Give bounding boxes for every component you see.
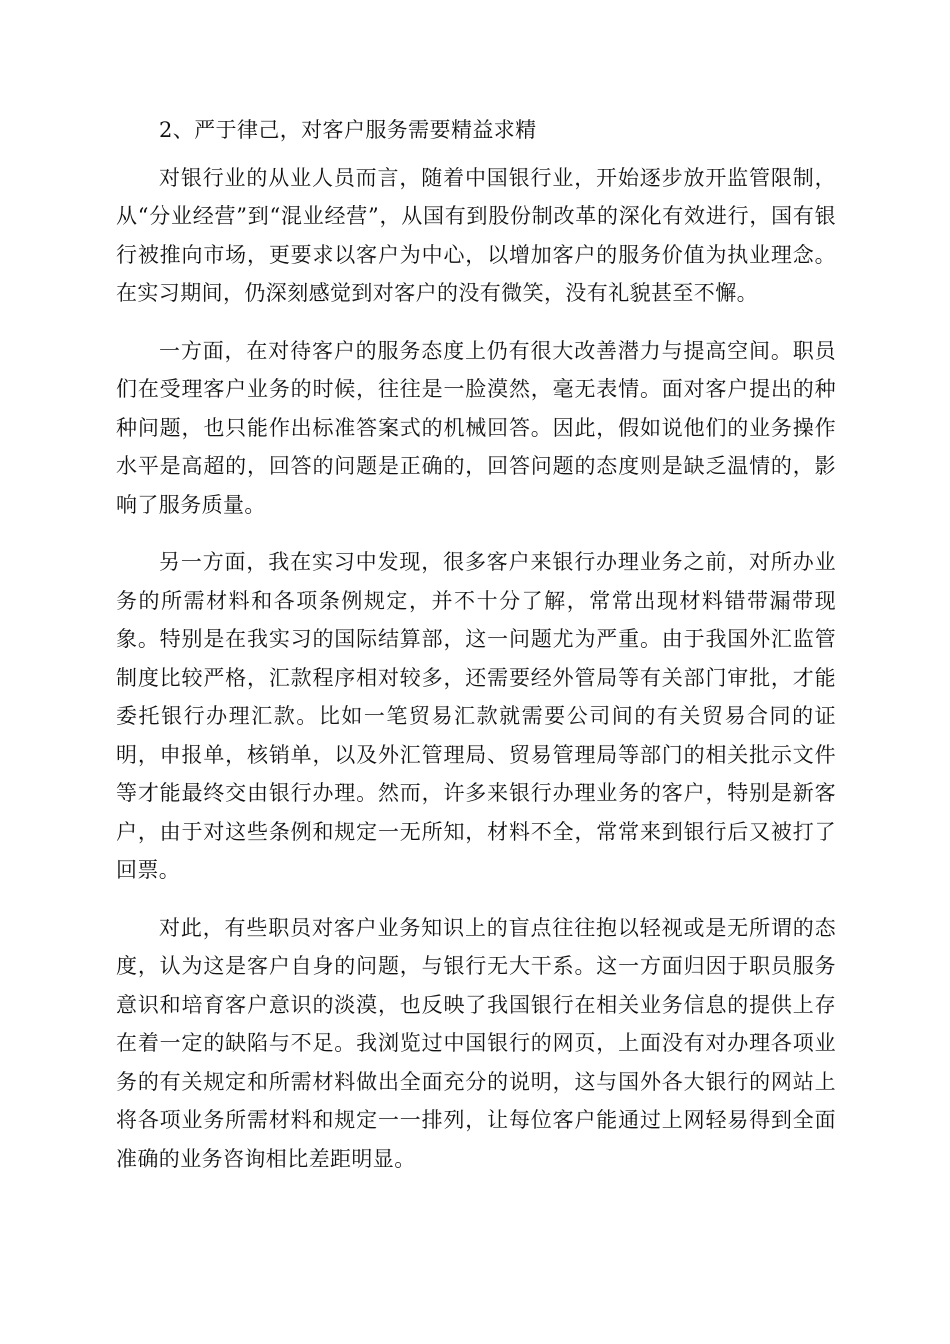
paragraph-1: 对银行业的从业人员而言，随着中国银行业，开始逐步放开监管限制，从“分业经营”到“混业经营”，从国有到股份制改革的深化有效进行，国有银行被推向市场，更要求以客户为中心，以增加客户的服务价值为执业理念。在实习期间，仍深刻感觉到对客户的没有微笑，没有礼貌甚至不懈。 (116, 165, 836, 305)
paragraph-4: 对此，有些职员对客户业务知识上的盲点往往抱以轻视或是无所谓的态度，认为这是客户自身的问题，与银行无大干系。这一方面归因于职员服务意识和培育客户意识的淡漠，也反映了我国银行在相关业务信息的提供上存在着一定的缺陷与不足。我浏览过中国银行的网页，上面没有对办理各项业务的有关规定和所需材料做出全面充分的说明，这与国外各大银行的网站上将各项业务所需材料和规定一一排列，让每位客户能通过上网轻易得到全面准确的业务咨询相比差距明显。 (116, 915, 836, 1171)
document-body (116, 111, 836, 1197)
section-heading: 2、严于律己，对客户服务需要精益求精 (159, 118, 537, 142)
paragraph-2: 一方面，在对待客户的服务态度上仍有很大改善潜力与提高空间。职员们在受理客户业务的时候，往往是一脸漠然，毫无表情。面对客户提出的种种问题，也只能作出标准答案式的机械回答。因此，假如说他们的业务操作水平是高超的，回答的问题是正确的，回答问题的态度则是缺乏温情的，影响了服务质量。 (116, 338, 836, 517)
paragraph-3: 另一方面，我在实习中发现，很多客户来银行办理业务之前，对所办业务的所需材料和各项条例规定，并不十分了解，常常出现材料错带漏带现象。特别是在我实习的国际结算部，这一问题尤为严重。由于我国外汇监管制度比较严格，汇款程序相对较多，还需要经外管局等有关部门审批，才能委托银行办理汇款。比如一笔贸易汇款就需要公司间的有关贸易合同的证明，申报单，核销单，以及外汇管理局、贸易管理局等部门的相关批示文件等才能最终交由银行办理。然而，许多来银行办理业务的客户，特别是新客户，由于对这些条例和规定一无所知，材料不全，常常来到银行后又被打了回票。 (116, 550, 836, 882)
